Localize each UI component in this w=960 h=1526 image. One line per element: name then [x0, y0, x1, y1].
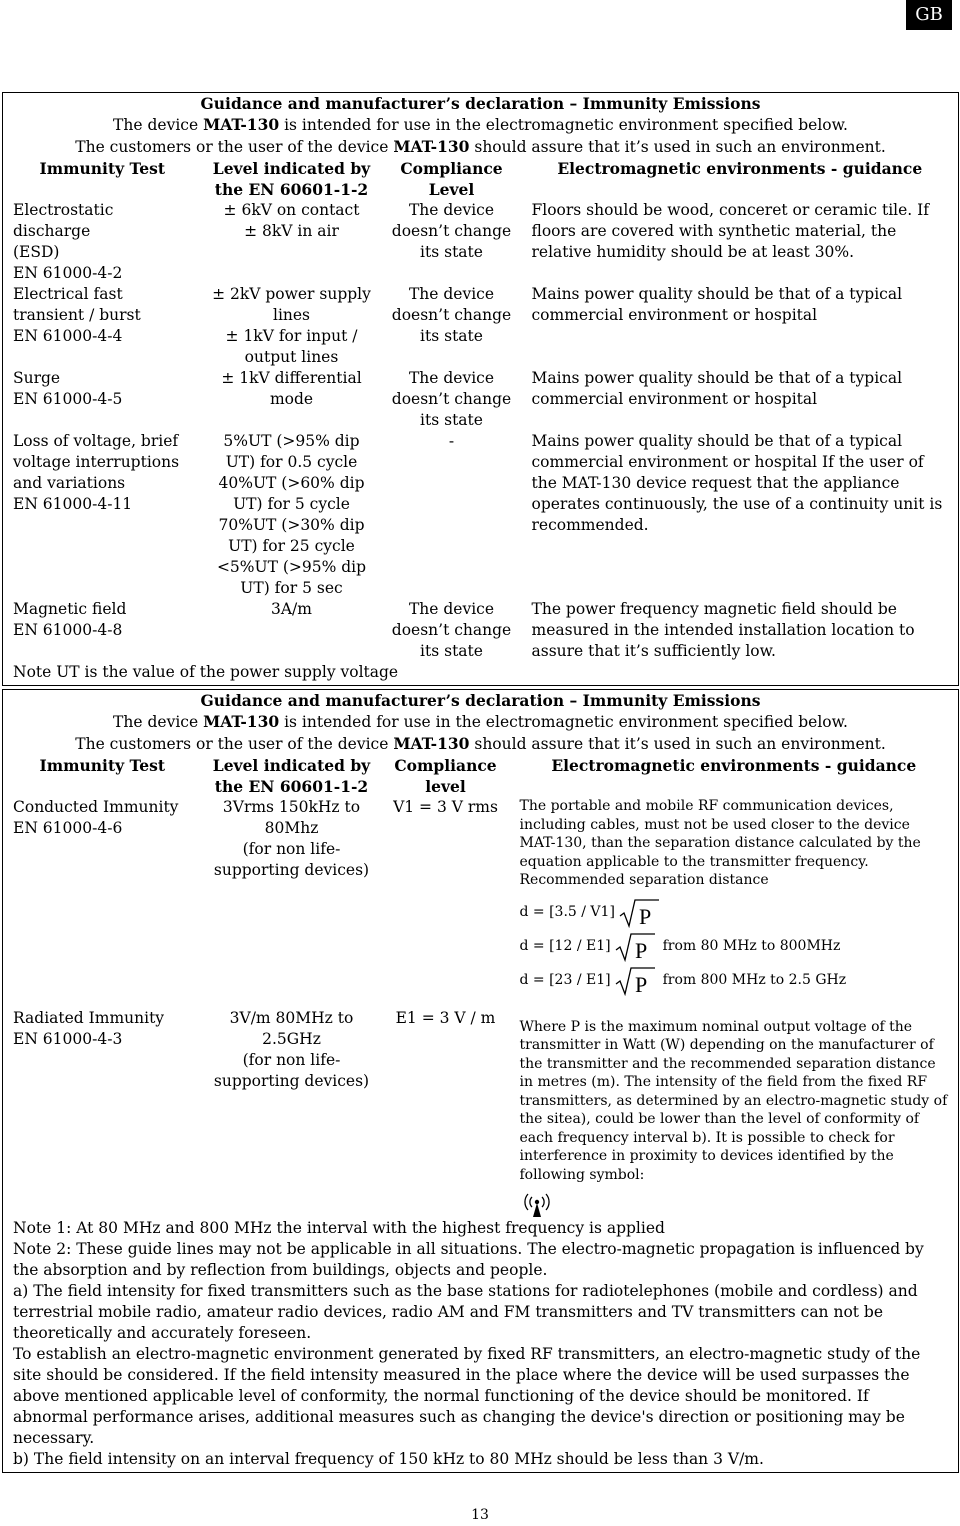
- col-header-level: Level indicated by the EN 60601-1-2: [212, 756, 371, 796]
- col-header-guidance: Electromagnetic environments - guidance: [557, 159, 923, 178]
- test-level: 5%UT (>95% dip UT) for 0.5 cycle 40%UT (>60% dip UT) for 5 cycle 70%UT (>30% dip UT) for 25 cycle <5%UT (>95% dip UT) for 5 sec: [216, 432, 367, 597]
- compliance-level: V1 = 3 V rms: [393, 798, 498, 816]
- note-2: Note 2: These guide lines may not be applicable in all situations. The electro-magnetic propagation is influenced by the absorption and by reflection from buildings, objects and people.: [13, 1240, 924, 1279]
- compliance-level: -: [448, 432, 455, 450]
- equation-row: [520, 896, 949, 930]
- radicand: P: [634, 937, 647, 962]
- test-level: ± 2kV power supply lines ± 1kV for input / output lines: [212, 285, 371, 366]
- table-row: [3, 200, 959, 284]
- guidance-intro: The portable and mobile RF communication devices, including cables, must not be used closer to the device MAT-130, than the separation distance calculated by the equation applicable to the transmitter frequency. Recommended separation distance: [519, 798, 921, 888]
- note-study: To establish an electro-magnetic environment generated by fixed RF transmitters, an electro-magnetic study of the site should be considered. If the field intensity measured in the place where the device will be used surpasses the above mentioned applicable level of conformity, the normal functioning of the device should be monitored. If abnormal performance arises, additional measures such as changing the device's direction or positioning may be necessary.: [13, 1345, 921, 1447]
- guidance-cell: [510, 797, 959, 1218]
- compliance-level: E1 = 3 V / m: [395, 1008, 496, 1027]
- table1-header: [3, 93, 959, 159]
- col-header-compliance: Compliance level: [394, 756, 497, 796]
- compliance-level: The device doesn’t change its state: [391, 285, 512, 345]
- table1-intro-2: The customers or the user of the device MAT-130 should assure that it’s used in such an environment.: [75, 137, 886, 156]
- table1-column-headers: [3, 158, 959, 200]
- table-row: [3, 599, 959, 662]
- guidance-text: The power frequency magnetic field should be measured in the intended installation location to assure that it’s sufficiently low.: [531, 600, 915, 660]
- col-header-test: Immunity Test: [39, 159, 166, 178]
- equation-range: from 80 MHz to 800MHz: [662, 938, 841, 955]
- col-header-guidance: Electromagnetic environments - guidance: [551, 756, 917, 775]
- note-1: Note 1: At 80 MHz and 800 MHz the interval with the highest frequency is applied: [13, 1219, 665, 1237]
- compliance-level: The device doesn’t change its state: [391, 369, 512, 429]
- square-root-icon: [619, 898, 659, 928]
- antenna-radiation-icon: [520, 1188, 554, 1218]
- immunity-table-1: [2, 92, 959, 686]
- col-header-level: Level indicated by the EN 60601-1-2: [212, 159, 371, 199]
- page-number: 13: [471, 1507, 489, 1523]
- immunity-table-2: [2, 689, 959, 1473]
- table2-intro-1: The device MAT-130 is intended for use in the electromagnetic environment specified below.: [113, 712, 848, 731]
- table1-title: Guidance and manufacturer’s declaration – Immunity Emissions: [200, 94, 761, 113]
- compliance-level: The device doesn’t change its state: [391, 201, 512, 261]
- test-name: Conducted Immunity EN 61000-4-6: [13, 798, 179, 837]
- guidance-text: Floors should be wood, conceret or ceramic tile. If floors are covered with synthetic material, the relative humidity should be at least 30%.: [531, 201, 930, 261]
- test-level: ± 1kV differential mode: [221, 369, 362, 408]
- table2-intro-2: The customers or the user of the device MAT-130 should assure that it’s used in such an environment.: [75, 734, 886, 753]
- test-name: Surge EN 61000-4-5: [13, 369, 123, 408]
- col-header-compliance: Compliance Level: [400, 159, 503, 199]
- guidance-text: Mains power quality should be that of a typical commercial environment or hospital: [531, 369, 903, 408]
- test-name: Loss of voltage, brief voltage interruptions and variations EN 61000-4-11: [13, 432, 180, 513]
- equation-formula: d = [12 / E1]: [519, 938, 611, 955]
- note-b: b) The field intensity on an interval frequency of 150 kHz to 80 MHz should be less than 3 V/m.: [13, 1450, 764, 1468]
- radicand: P: [638, 903, 652, 928]
- table-row: [3, 284, 959, 368]
- table2-notes: [3, 1218, 959, 1473]
- test-level: 3V/m 80MHz to 2.5GHz (for non life-supporting devices): [213, 1008, 370, 1090]
- test-level: 3A/m: [271, 600, 312, 618]
- test-name: Electrostatic discharge (ESD) EN 61000-4-2: [13, 201, 123, 282]
- guidance-text: Mains power quality should be that of a typical commercial environment or hospital If the user of the MAT-130 device request that the appliance operates continuously, the use of a continuity unit is recommended.: [531, 432, 943, 534]
- equation-formula: d = [23 / E1]: [519, 972, 611, 989]
- equation-row: [520, 964, 949, 998]
- language-badge: GB: [906, 0, 952, 30]
- table-row: [3, 431, 959, 599]
- compliance-level: The device doesn’t change its state: [391, 600, 512, 660]
- guidance-text: Mains power quality should be that of a typical commercial environment or hospital: [531, 285, 903, 324]
- test-name: Radiated Immunity EN 61000-4-3: [13, 1008, 165, 1048]
- equation-formula: d = [3.5 / V1]: [519, 904, 615, 921]
- note-a: a) The field intensity for fixed transmitters such as the base stations for radiotelephones (mobile and cordless) and terrestrial mobile radio, amateur radio devices, radio AM and FM transmitters and TV transmitters can not be theoretically and accurately foreseen.: [13, 1282, 918, 1342]
- table-row: [3, 797, 959, 1008]
- table2-column-headers: [3, 755, 959, 797]
- square-root-icon: [615, 966, 655, 996]
- equation-row: [520, 930, 949, 964]
- guidance-where: Where P is the maximum nominal output voltage of the transmitter in Watt (W) depending on the manufacturer of the transmitter and the recommended separation distance in metres (m). The intensity of the field from the fixed RF transmitters, as determined by an electro-magnetic study of the sitea), could be lower than the level of conformity of each frequency interval b). It is possible to check for interference in proximity to devices identified by the following symbol:: [519, 1018, 948, 1183]
- col-header-test: Immunity Test: [39, 756, 166, 775]
- square-root-icon: [615, 932, 655, 962]
- table2-header: [3, 690, 959, 756]
- test-name: Magnetic field EN 61000-4-8: [13, 600, 127, 639]
- test-level: 3Vrms 150kHz to 80Mhz (for non life-supporting devices): [213, 798, 370, 879]
- table1-intro-1: The device MAT-130 is intended for use in the electromagnetic environment specified below.: [113, 115, 848, 134]
- table-row: [3, 368, 959, 431]
- table1-note: Note UT is the value of the power supply voltage: [13, 663, 399, 681]
- table2-title: Guidance and manufacturer’s declaration – Immunity Emissions: [200, 691, 761, 710]
- equation-range: from 800 MHz to 2.5 GHz: [662, 972, 847, 989]
- test-name: Electrical fast transient / burst EN 61000-4-4: [13, 285, 141, 345]
- radicand: P: [634, 971, 647, 996]
- test-level: ± 6kV on contact ± 8kV in air: [223, 201, 360, 240]
